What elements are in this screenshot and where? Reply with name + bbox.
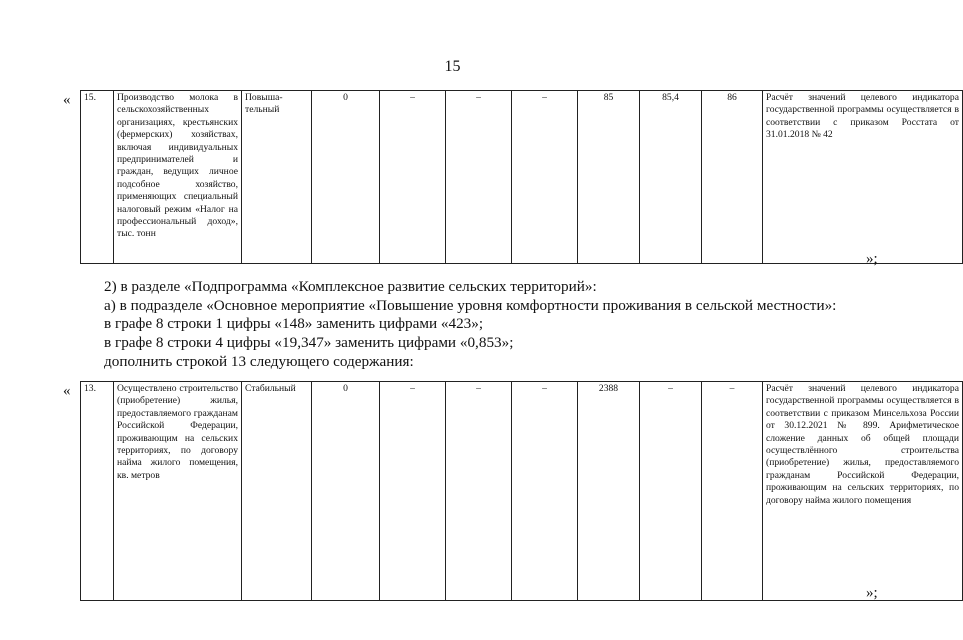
indicator-name: Производство молока в сельскохозяйственных организациях, крестьянских (фермерских) хозяйствах, включая индивидуальных предпринимателей и граждан, ведущих личное подсобное хозяйство, применяющих специальный налоговый режим «Налог на профессиональный доход», тыс. тонн xyxy=(114,91,242,264)
amendment-line: 2) в разделе «Подпрограмма «Комплексное развитие сельских территорий»: xyxy=(104,278,597,295)
row-number: 13. xyxy=(81,382,114,601)
value-cell: 85 xyxy=(578,91,640,264)
value-cell: – xyxy=(512,382,578,601)
row-number: 15. xyxy=(81,91,114,264)
amendment-line: в графе 8 строки 4 цифры «19,347» заменить цифрами «0,853»; xyxy=(104,334,514,352)
value-cell: 2388 xyxy=(578,382,640,601)
closing-quote: »; xyxy=(866,585,878,601)
base-value: 0 xyxy=(312,382,380,601)
table-row xyxy=(81,382,963,601)
amendment-line: а) в подразделе «Основное мероприятие «Повышение уровня комфортности проживания в сельской местности»: xyxy=(104,296,837,314)
value-cell: – xyxy=(702,382,763,601)
calculation-method: Расчёт значений целевого индикатора государственной программы осуществляется в соответствии с приказом Росстата от 31.01.2018 № 42 xyxy=(763,91,963,264)
value-cell: – xyxy=(640,382,702,601)
amendment-line: в графе 8 строки 1 цифры «148» заменить цифрами «423»; xyxy=(104,315,484,333)
opening-quote: « xyxy=(63,92,71,108)
indicator-table-1 xyxy=(80,90,963,264)
calculation-method: Расчёт значений целевого индикатора государственной программы осуществляется в соответствии с приказом Минсельхоза России от 30.12.2021 № 899. Арифметическое сложение данных об общей площади осуществлённого строительства (приобретение) жилья, предоставляемого гражданам Российской Федерации, проживающим на сельских территориях, по договору найма жилого помещения xyxy=(763,382,963,601)
closing-quote: »; xyxy=(866,251,878,267)
indicator-type: Повыша-тельный xyxy=(242,91,312,264)
indicator-table-2 xyxy=(80,381,963,601)
value-cell: – xyxy=(380,91,446,264)
page-number: 15 xyxy=(444,58,461,75)
value-cell: – xyxy=(446,382,512,601)
value-cell: 85,4 xyxy=(640,91,702,264)
amendment-text xyxy=(104,278,864,372)
value-cell: – xyxy=(512,91,578,264)
value-cell: – xyxy=(380,382,446,601)
amendment-line: дополнить строкой 13 следующего содержания: xyxy=(104,352,414,370)
value-cell: 86 xyxy=(702,91,763,264)
value-cell: – xyxy=(446,91,512,264)
indicator-name: Осуществлено строительство (приобретение) жилья, предоставляемого гражданам Российской Федерации, проживающим на сельских территориях, по договору найма жилого помещения, кв. метров xyxy=(114,382,242,601)
indicator-type: Стабильный xyxy=(242,382,312,601)
table-row xyxy=(81,91,963,264)
base-value: 0 xyxy=(312,91,380,264)
opening-quote: « xyxy=(63,383,71,399)
